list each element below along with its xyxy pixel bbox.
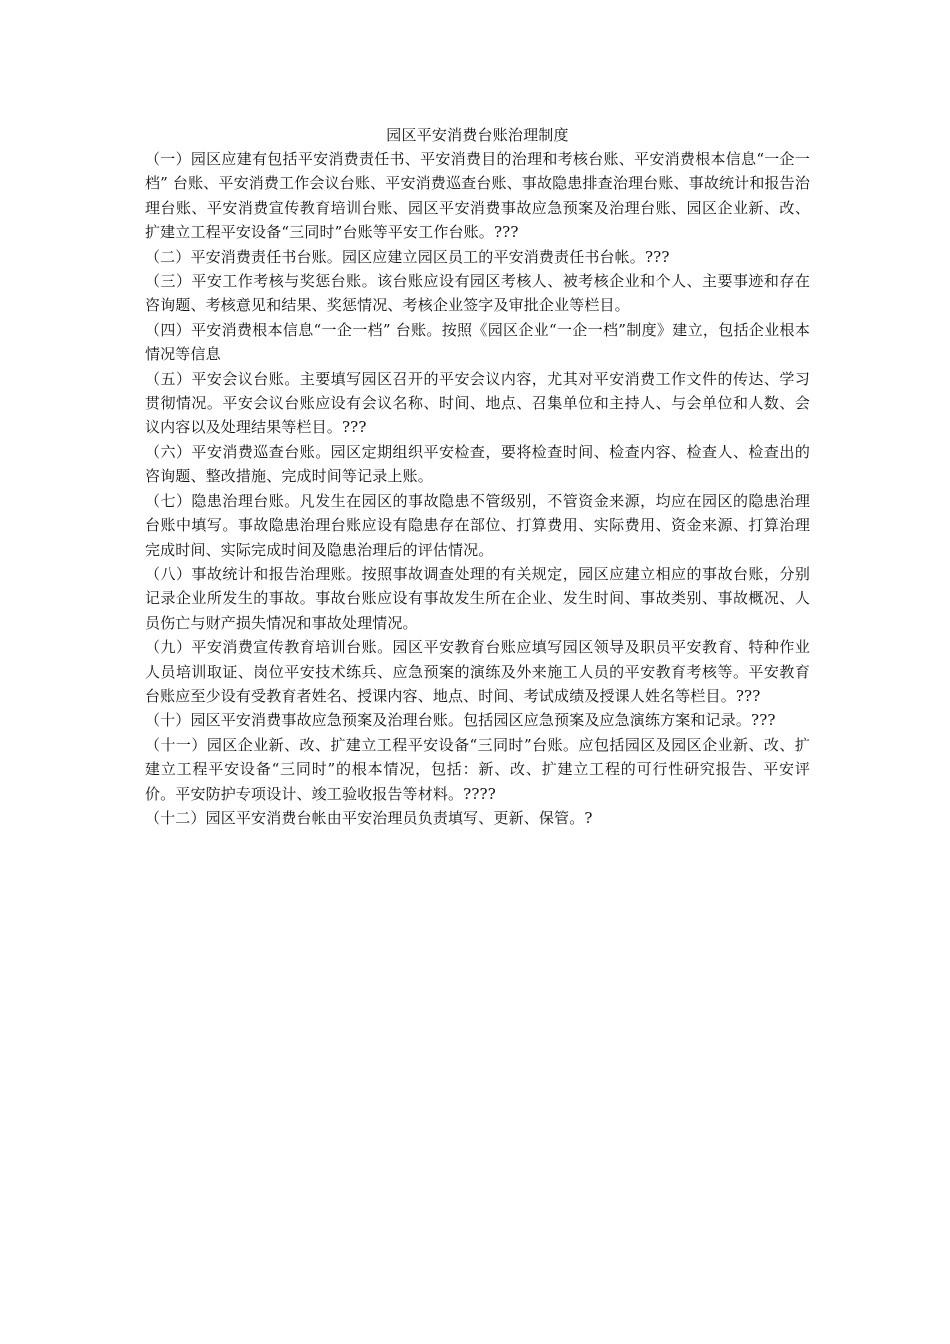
document-title: 园区平安消费台账治理制度 [386, 126, 569, 144]
paragraph-8: （八）事故统计和报告治理账。按照事故调查处理的有关规定，园区应建立相应的事故台账，分别记录企业所发生的事故。事故台账应设有事故发生所在企业、发生时间、事故类别、事故概况、人员伤亡与财产损失情况和事故处理情况。 [145, 564, 810, 632]
paragraph-4: （四）平安消费根本信息“一企一档” 台账。按照《园区企业“一企一档”制度》建立，包括企业根本情况等信息 [145, 320, 810, 364]
paragraph-11: （十一）园区企业新、改、扩建立工程平安设备“三同时”台账。应包括园区及园区企业新、改、扩建立工程平安设备“三同时”的根本情况，包括：新、改、扩建立工程的可行性研究报告、平安评价。平安防护专项设计、竣工验收报告等材料。???? [145, 735, 810, 803]
paragraph-3: （三）平安工作考核与奖惩台账。该台账应设有园区考核人、被考核企业和个人、主要事迹和存在咨询题、考核意见和结果、奖惩情况、考核企业签字及审批企业等栏目。 [145, 272, 810, 315]
paragraph-5: （五）平安会议台账。主要填写园区召开的平安会议内容，尤其对平安消费工作文件的传达、学习贯彻情况。平安会议台账应设有会议名称、时间、地点、召集单位和主持人、与会单位和人数、会议内容以及处理结果等栏目。??? [145, 369, 810, 437]
document-body [145, 123, 810, 830]
paragraph-1: （一）园区应建有包括平安消费责任书、平安消费目的治理和考核台账、平安消费根本信息“一企一档” 台账、平安消费工作会议台账、平安消费巡查台账、事故隐患排查治理台账、事故统计和报告治理台账、平安消费宣传教育培训台账、园区平安消费事故应急预案及治理台账、园区企业新、改、扩建立工程平安设备“三同时”台账等平安工作台账。??? [145, 150, 810, 242]
paragraph-2: （二）平安消费责任书台账。园区应建立园区员工的平安消费责任书台帐。??? [145, 247, 670, 266]
paragraph-12: （十二）园区平安消费台帐由平安治理员负责填写、更新、保管。? [145, 808, 593, 827]
paragraph-10: （十）园区平安消费事故应急预案及治理台账。包括园区应急预案及应急演练方案和记录。??? [145, 711, 776, 730]
paragraph-7: （七）隐患治理台账。凡发生在园区的事故隐患不管级别，不管资金来源，均应在园区的隐患治理台账中填写。事故隐患治理台账应设有隐患存在部位、打算费用、实际费用、资金来源、打算治理完成时间、实际完成时间及隐患治理后的评估情况。 [145, 491, 810, 559]
paragraph-6: （六）平安消费巡查台账。园区定期组织平安检查，要将检查时间、检查内容、检查人、检查出的咨询题、整改措施、完成时间等记录上账。 [145, 442, 810, 486]
paragraph-9: （九）平安消费宣传教育培训台账。园区平安教育台账应填写园区领导及职员平安教育、特种作业人员培训取证、岗位平安技术练兵、应急预案的演练及外来施工人员的平安教育考核等。平安教育台账应至少设有受教育者姓名、授课内容、地点、时间、考试成绩及授课人姓名等栏目。??? [145, 638, 810, 705]
